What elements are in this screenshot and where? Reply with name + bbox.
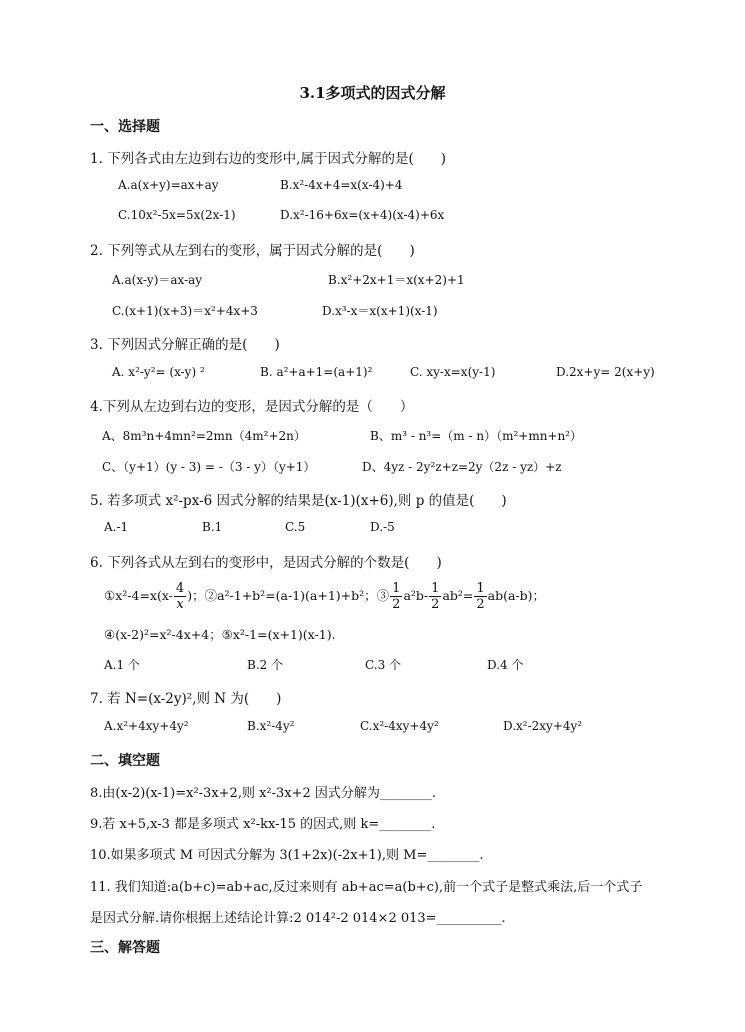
question-3-stem: 3. 下列因式分解正确的是( ) [90, 337, 280, 353]
question-4-option-c: C、（y+1）(y - 3) = -（3 - y）（y+1） [102, 460, 316, 474]
fraction-half-1 [390, 582, 402, 611]
question-11-line-1: 11. 我们知道:a(b+c)=ab+ac,反过来则有 ab+ac=a(b+c),前一个式子是整式乘法,后一个式子 [90, 880, 643, 895]
question-3-option-a: A. x²-y²= (x-y) ² [112, 365, 205, 379]
question-6-option-d: D.4 个 [487, 658, 524, 672]
question-4-option-b: B、m³ - n³=（m - n）（m²+mn+n²） [370, 429, 583, 443]
fraction-denominator: 2 [476, 597, 485, 612]
question-1-option-d: D.x²-16+6x=(x+4)(x-4)+6x [280, 208, 445, 222]
page-title: 3.1多项式的因式分解 [299, 84, 446, 102]
question-1-option-b: B.x²-4x+4=x(x-4)+4 [280, 178, 403, 192]
question-1-option-c: C.10x²-5x=5x(2x-1) [118, 208, 236, 222]
question-3-option-c: C. xy-x=x(y-1) [410, 365, 496, 379]
question-9: 9.若 x+5,x-3 都是多项式 x²-kx-15 的因式,则 k=________. [90, 817, 436, 832]
section-heading-fill: 二、填空题 [90, 753, 160, 769]
question-5-option-d: D.-5 [370, 520, 395, 534]
fraction-numerator: 1 [431, 581, 440, 596]
question-7-option-d: D.x²-2xy+4y² [503, 719, 583, 733]
question-1-stem: 1. 下列各式由左边到右边的变形中,属于因式分解的是( ) [90, 151, 446, 167]
question-2-option-d: D.x³-x＝x(x+1)(x-1) [322, 304, 438, 318]
question-6-option-b: B.2 个 [247, 658, 284, 672]
question-7-option-b: B.x²-4y² [247, 719, 295, 733]
question-6-option-a: A.1 个 [104, 658, 140, 672]
question-5-stem: 5. 若多项式 x²-px-6 因式分解的结果是(x-1)(x+6),则 p 的值是( ) [90, 493, 507, 509]
question-7-option-a: A.x²+4xy+4y² [104, 719, 189, 733]
fraction-denominator: 2 [431, 597, 440, 612]
fraction-4-over-x [174, 582, 186, 611]
statement-3-end: ab(a-b)； [487, 588, 546, 603]
question-2-stem: 2. 下列等式从左到右的变形，属于因式分解的是( ) [90, 243, 415, 259]
question-2-option-b: B.x²+2x+1＝x(x+2)+1 [328, 273, 465, 287]
question-7-stem: 7. 若 N=(x-2y)²,则 N 为( ) [90, 691, 282, 707]
question-6-statements-line-1 [104, 576, 545, 616]
question-2-option-c: C.(x+1)(x+3)＝x²+4x+3 [112, 304, 258, 318]
fraction-numerator: 1 [392, 581, 401, 596]
question-1-option-a: A.a(x+y)=ax+ay [118, 178, 219, 192]
fraction-numerator: 4 [175, 581, 185, 596]
fraction-numerator: 1 [476, 581, 485, 596]
question-10: 10.如果多项式 M 可因式分解为 3(1+2x)(-2x+1),则 M=________. [90, 848, 484, 863]
question-3-option-d: D.2x+y= 2(x+y) [556, 365, 655, 379]
fraction-half-2 [429, 582, 441, 611]
section-heading-answer: 三、解答题 [90, 940, 160, 956]
question-4-option-d: D、4yz - 2y²z+z=2y（2z - yz）+z [362, 460, 562, 474]
statement-3-middle-1: a²b- [403, 588, 429, 603]
statement-3-middle-2: ab²= [442, 588, 474, 603]
fraction-half-3 [474, 582, 486, 611]
question-11-line-2: 是因式分解.请你根据上述结论计算:2 014²-2 014×2 013=__________. [90, 911, 506, 926]
question-8: 8.由(x-2)(x-1)=x²-3x+2,则 x²-3x+2 因式分解为________. [90, 786, 437, 801]
question-3-option-b: B. a²+a+1=(a+1)² [260, 365, 373, 379]
question-5-option-a: A.-1 [104, 520, 129, 534]
question-7-option-c: C.x²-4xy+4y² [360, 719, 439, 733]
question-6-option-c: C.3 个 [365, 658, 402, 672]
question-4-stem: 4.下列从左边到右边的变形，是因式分解的是（ ） [90, 399, 414, 415]
fraction-denominator: 2 [392, 597, 401, 612]
fraction-denominator: x [176, 597, 184, 612]
section-heading-choice: 一、选择题 [90, 119, 160, 135]
statement-1-prefix: ①x²-4=x(x- [104, 588, 173, 603]
question-4-option-a: A、8m³n+4mn²=2mn（4m²+2n） [102, 429, 306, 443]
question-5-option-b: B.1 [202, 520, 223, 534]
statement-1-suffix: )；②a²-1+b²=(a-1)(a+1)+b²；③ [187, 588, 390, 603]
question-5-option-c: C.5 [285, 520, 306, 534]
question-6-stem: 6. 下列各式从左到右的变形中，是因式分解的个数是( ) [90, 555, 442, 571]
question-6-statements-line-2: ④(x-2)²=x²-4x+4；⑤x²-1=(x+1)(x-1). [104, 627, 336, 642]
question-2-option-a: A.a(x-y)＝ax-ay [112, 273, 203, 287]
